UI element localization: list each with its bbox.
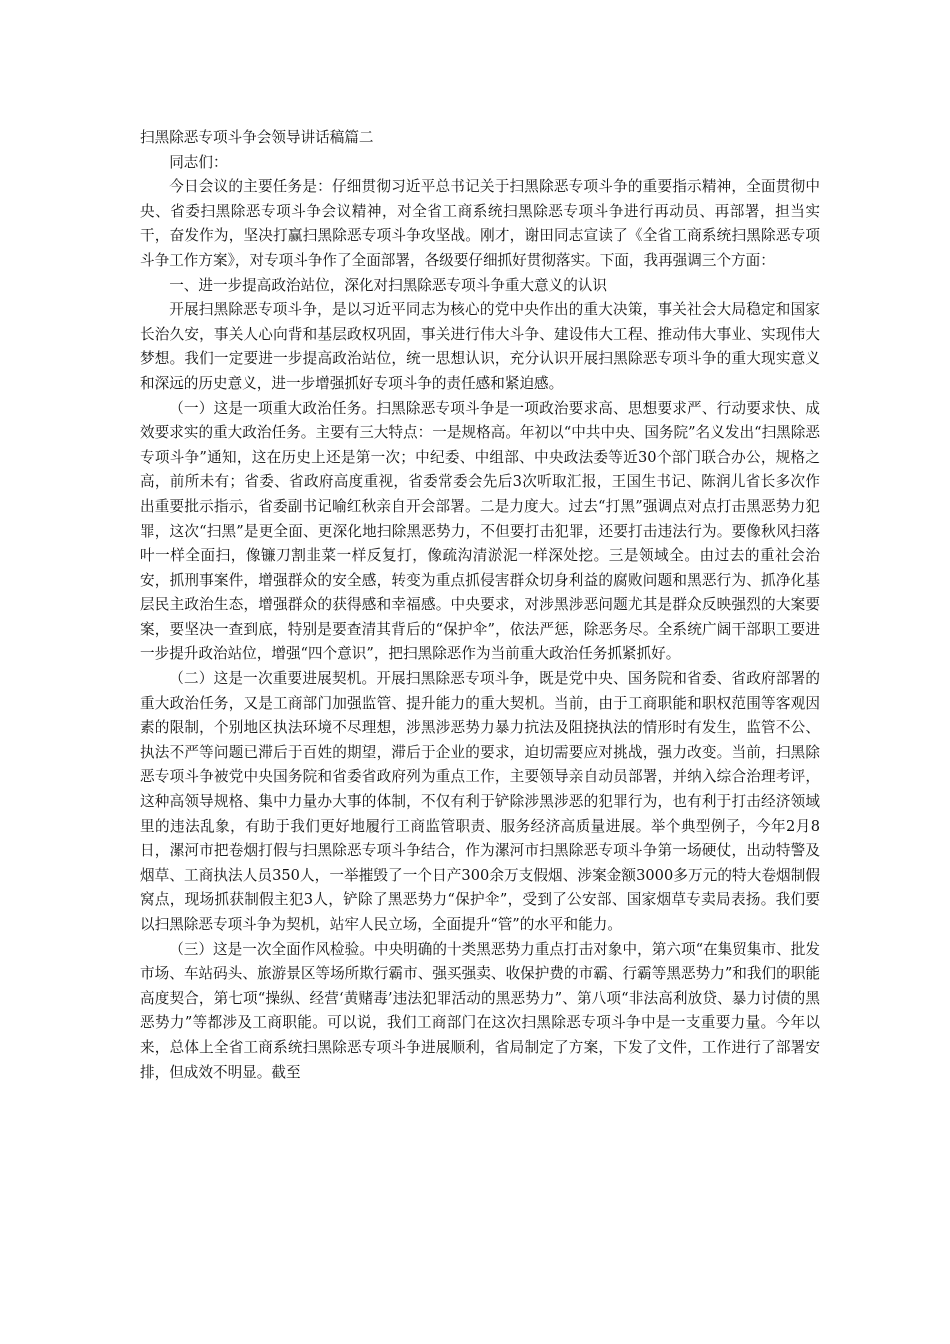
section-1-heading: 一、进一步提高政治站位，深化对扫黑除恶专项斗争重大意义的认识	[169, 276, 608, 294]
point-2-paragraph: （二）这是一次重要进展契机。开展扫黑除恶专项斗争，既是党中央、国务院和省委、省政府部署的重大政治任务，又是工商部门加强监管、提升能力的重大契机。当前，由于工商职能和职权范围等客观因素的限制，个别地区执法环境不尽理想，涉黑涉恶势力暴力抗法及阻挠执法的情形时有发生，监管不公、执法不严等问题已滞后于百姓的期望，滞后于企业的要求，迫切需要应对挑战，强力改变。当前，扫黑除恶专项斗争被党中央国务院和省委省政府列为重点工作，主要领导亲自动员部署，并纳入综合治理考评，这种高领导规格、集中力量办大事的体制，不仅有利于铲除涉黑涉恶的犯罪行为，也有利于打击经济领域里的违法乱象，有助于我们更好地履行工商监管职责、服务经济高质量进展。举个典型例子，今年2月8日，漯河市把卷烟打假与扫黑除恶专项斗争结合，作为漯河市扫黑除恶专项斗争第一场硬仗，出动特警及烟草、工商执法人员350人，一举摧毁了一个日产300余万支假烟、涉案金额3000多万元的特大卷烟制假窝点，现场抓获制假主犯3人，铲除了黑恶势力“保护伞”，受到了公安部、国家烟草专卖局表扬。我们要以扫黑除恶专项斗争为契机，站牢人民立场，全面提升“管”的水平和能力。	[140, 670, 820, 933]
point-3-paragraph: （三）这是一次全面作风检验。中央明确的十类黑恶势力重点打击对象中，第六项“在集贸集市、批发市场、车站码头、旅游景区等场所欺行霸市、强买强卖、收保护费的市霸、行霸等黑恶势力”和我们的职能高度契合，第七项“操纵、经营‘黄赌毒’违法犯罪活动的黑恶势力”、第八项“非法高利放贷、暴力讨债的黑恶势力”等都涉及工商职能。可以说，我们工商部门在这次扫黑除恶专项斗争中是一支重要力量。今年以来，总体上全省工商系统扫黑除恶专项斗争进展顺利，省局制定了方案，下发了文件，工作进行了部署安排，但成效不明显。截至	[140, 940, 820, 1081]
intro-paragraph: 今日会议的主要任务是：仔细贯彻习近平总书记关于扫黑除恶专项斗争的重要指示精神，全面贯彻中央、省委扫黑除恶专项斗争会议精神，对全省工商系统扫黑除恶专项斗争进行再动员、再部署，担当实干，奋发作为，坚决打赢扫黑除恶专项斗争攻坚战。刚才，谢田同志宣读了《全省工商系统扫黑除恶专项斗争工作方案》，对专项斗争作了全面部署，各级要仔细抓好贯彻落实。下面，我再强调三个方面：	[140, 178, 820, 269]
point-1-paragraph: （一）这是一项重大政治任务。扫黑除恶专项斗争是一项政治要求高、思想要求严、行动要求快、成效要求实的重大政治任务。主要有三大特点：一是规格高。年初以“中共中央、国务院”名义发出“扫黑除恶专项斗争”通知，这在历史上还是第一次；中纪委、中组部、中央政法委等近30个部门联合办公，规格之高，前所未有；省委、省政府高度重视，省委常委会先后3次听取汇报，王国生书记、陈润儿省长多次作出重要批示指示，省委副书记喻红秋亲自开会部署。二是力度大。过去“打黑”强调点对点打击黑恶势力犯罪，这次“扫黑”是更全面、更深化地扫除黑恶势力，不但要打击犯罪，还要打击违法行为。要像秋风扫落叶一样全面扫，像镰刀割韭菜一样反复打，像疏沟清淤泥一样深处挖。三是领域全。由过去的重社会治安，抓刑事案件，增强群众的安全感，转变为重点抓侵害群众切身利益的腐败问题和黑恶行为、抓净化基层民主政治生态，增强群众的获得感和幸福感。中央要求，对涉黑涉恶问题尤其是群众反映强烈的大案要案，要坚决一查到底，特别是要查清其背后的“保护伞”，依法严惩，除恶务尽。全系统广阔干部职工要进一步提升政治站位，增强“四个意识”，把扫黑除恶作为当前重大政治任务抓紧抓好。	[140, 399, 820, 663]
section-1-paragraph: 开展扫黑除恶专项斗争，是以习近平同志为核心的党中央作出的重大决策，事关社会大局稳定和国家长治久安，事关人心向背和基层政权巩固，事关进行伟大斗争、建设伟大工程、推动伟大事业、实现伟大梦想。我们一定要进一步提高政治站位，统一思想认识，充分认识开展扫黑除恶专项斗争的重大现实意义和深远的历史意义，进一步增强抓好专项斗争的责任感和紧迫感。	[140, 301, 820, 392]
salutation: 同志们：	[169, 153, 228, 171]
document-title: 扫黑除恶专项斗争会领导讲话稿篇二	[140, 129, 374, 146]
document-page	[140, 126, 820, 1085]
